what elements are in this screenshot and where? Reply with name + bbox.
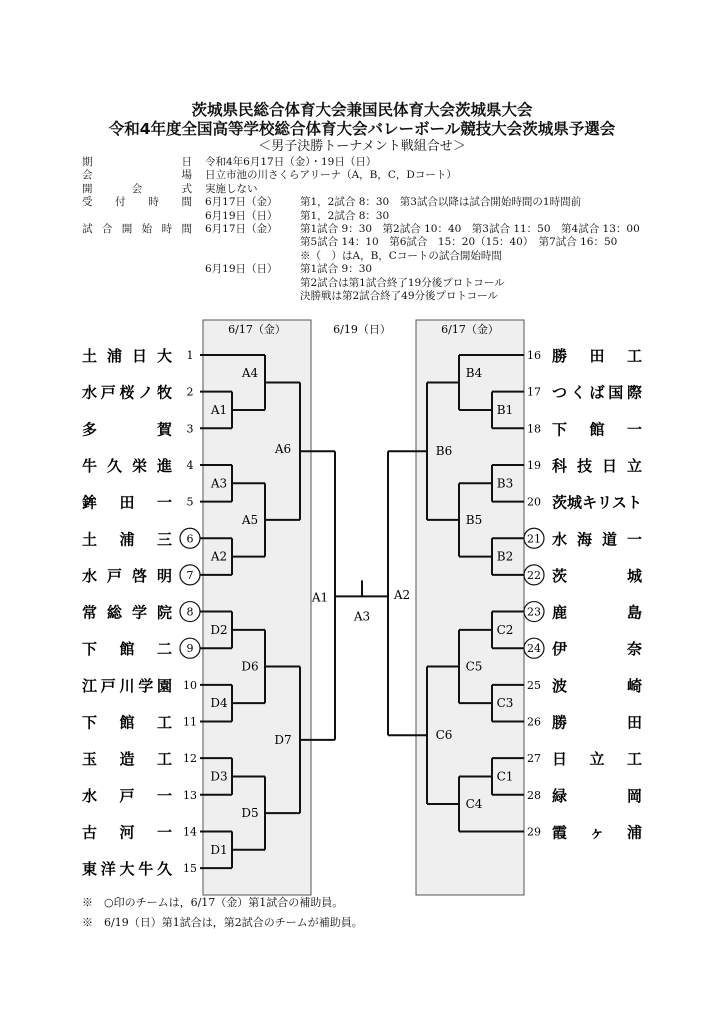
match-label-a2: A2 (393, 588, 411, 603)
team-number-right: 26 (527, 715, 541, 729)
date-label: 期 日 (82, 156, 192, 168)
team-number-right: 20 (527, 495, 541, 509)
team-name-left: 鉾 田 一 (82, 493, 172, 512)
team-number-right: 29 (527, 825, 541, 839)
match-label-b2: B2 (496, 549, 514, 564)
team-number-right: 21 (527, 532, 541, 546)
ceremony-value: 実施しない (205, 182, 258, 195)
team-name-left: 下 館 工 (82, 713, 172, 732)
title-line-1: 茨城県民総合体育大会兼国民体育大会茨城県大会 (191, 101, 533, 119)
team-name-right: 霞 ヶ 浦 (552, 823, 642, 842)
team-number-left: 3 (186, 422, 194, 436)
note-2: ※ 6/19（日）第1試合は，第2試合のチームが補助員。 (82, 916, 363, 929)
start-time: 第2試合は第1試合終了19分後プロトコール (300, 276, 505, 289)
team-name-left: 土浦日大 (82, 347, 172, 365)
team-name-left: 東洋大牛久 (82, 860, 172, 879)
team-number-right: 16 (527, 349, 541, 362)
start-label: 試 合 開 始 時 間 (82, 223, 192, 235)
team-number-left: 1 (186, 349, 194, 362)
team-name-right: 緑 岡 (552, 786, 642, 805)
start-time: 第1試合 9：30 第2試合 10：40 第3試合 11：50 第4試合 13：00 (300, 223, 640, 235)
team-number-left: 8 (186, 605, 194, 619)
team-number-right: 24 (527, 642, 541, 656)
match-label-a6: A6 (274, 442, 292, 457)
start-time: 決勝戦は第2試合終了49分後プロトコール (300, 290, 498, 302)
match-label-b6: B6 (435, 444, 453, 459)
start-day: 6月17日（金） (205, 223, 278, 235)
title-line-2: 令和4年度全国高等学校総合体育大会バレーボール競技大会茨城県予選会 (108, 120, 616, 138)
match-label-d7: D7 (274, 732, 292, 747)
team-number-left: 7 (186, 568, 194, 582)
match-label-c2: C2 (496, 622, 514, 637)
match-label-b5: B5 (465, 512, 483, 527)
match-label-a4: A4 (241, 366, 259, 380)
day-header-right: 6/17（金） (441, 323, 499, 336)
team-number-right: 22 (527, 568, 541, 582)
team-name-right: 下 館 一 (552, 420, 642, 439)
team-number-left: 9 (186, 642, 194, 656)
start-time: 第5試合 14：10 第6試合 15：20（15：40） 第7試合 16：50 (300, 236, 618, 249)
match-label-a2: A2 (210, 549, 228, 564)
team-number-left: 4 (186, 458, 194, 472)
team-name-right: 勝 田 工 (552, 347, 642, 365)
ceremony-label: 開 会 式 (82, 182, 192, 195)
team-name-left: 多 賀 (82, 420, 172, 439)
team-name-right: 茨 城 (552, 566, 642, 585)
team-name-left: 古 河 一 (82, 823, 172, 842)
team-number-right: 28 (527, 788, 541, 802)
team-name-right: 勝 田 (552, 713, 642, 732)
match-label-d2: D2 (210, 622, 228, 637)
start-day: 6月19日（日） (205, 263, 278, 276)
team-name-left: 江戸川学園 (82, 676, 172, 695)
match-label-c5: C5 (465, 659, 483, 674)
team-name-right: 科技日立 (552, 456, 642, 475)
start-time: 第1試合 9：30 (300, 263, 373, 276)
team-name-left: 玉 造 工 (82, 750, 172, 769)
match-label-c3: C3 (496, 696, 514, 711)
team-number-right: 27 (527, 752, 541, 766)
day-header-left: 6/17（金） (228, 323, 286, 336)
note-1: ※ ○印のチームは，6/17（金）第1試合の補助員。 (82, 896, 344, 909)
team-number-left: 14 (183, 825, 197, 839)
team-name-right: 伊 奈 (552, 640, 642, 659)
match-label-d1: D1 (210, 842, 228, 857)
team-number-right: 19 (527, 458, 541, 472)
reception-time: 第1，2試合 8：30 第3試合以降は試合開始時間の1時間前 (300, 196, 582, 209)
match-label-d4: D4 (210, 696, 228, 711)
team-number-left: 13 (183, 788, 197, 802)
match-label-d6: D6 (241, 659, 259, 674)
reception-time: 第1，2試合 8：30 (300, 209, 390, 222)
team-name-right: 水海道一 (552, 530, 642, 549)
team-number-left: 2 (186, 385, 194, 399)
start-time: ※（ ）はA，B，Cコートの試合開始時間 (300, 249, 502, 262)
team-name-left: 牛久栄進 (82, 456, 172, 475)
reception-day: 6月17日（金） (205, 196, 278, 209)
team-number-left: 12 (183, 752, 197, 766)
team-number-right: 18 (527, 422, 541, 436)
match-label-b3: B3 (496, 476, 514, 491)
team-name-right: つくば国際 (552, 383, 642, 402)
venue-label: 会 場 (82, 169, 192, 182)
team-number-left: 6 (186, 532, 194, 546)
team-name-left: 土 浦 三 (82, 530, 172, 549)
match-label-d5: D5 (241, 806, 259, 821)
match-label-a1: A1 (210, 402, 228, 417)
team-number-right: 17 (527, 385, 541, 399)
team-name-left: 水 戸 一 (82, 786, 172, 805)
match-label-d3: D3 (210, 769, 228, 784)
match-label-c1: C1 (496, 769, 514, 784)
match-label-b4: B4 (465, 366, 483, 380)
team-name-right: 鹿 島 (552, 603, 642, 622)
team-number-left: 15 (183, 862, 197, 876)
team-number-left: 10 (183, 678, 197, 692)
date-value: 令和4年6月17日（金）・19日（日） (205, 156, 377, 168)
team-number-left: 11 (183, 715, 197, 729)
team-number-right: 25 (527, 678, 541, 692)
subtitle: ＜男子決勝トーナメント戦組合せ＞ (258, 139, 466, 154)
team-name-right: 波 崎 (552, 676, 642, 695)
venue-value: 日立市池の川さくらアリーナ（A，B，C，Dコート） (205, 169, 457, 182)
team-name-left: 水戸桜ノ牧 (82, 383, 172, 402)
team-name-right: 日 立 工 (552, 750, 642, 769)
match-label-a3: A3 (353, 609, 371, 624)
team-number-right: 23 (527, 605, 541, 619)
team-name-right: 茨城キリスト (552, 493, 642, 512)
team-name-left: 下 館 二 (82, 640, 172, 659)
team-name-left: 水戸啓明 (82, 566, 172, 585)
day-header-center: 6/19（日） (333, 323, 391, 336)
match-label-c6: C6 (435, 728, 453, 743)
match-label-c4: C4 (465, 796, 483, 811)
match-label-a1: A1 (311, 590, 329, 605)
reception-day: 6月19日（日） (205, 209, 278, 222)
match-label-b1: B1 (496, 402, 514, 417)
team-number-left: 5 (186, 495, 194, 509)
reception-label: 受 付 時 間 (82, 196, 192, 209)
match-label-a3: A3 (210, 476, 228, 491)
team-name-left: 常総学院 (82, 603, 172, 622)
match-label-a5: A5 (241, 512, 259, 527)
